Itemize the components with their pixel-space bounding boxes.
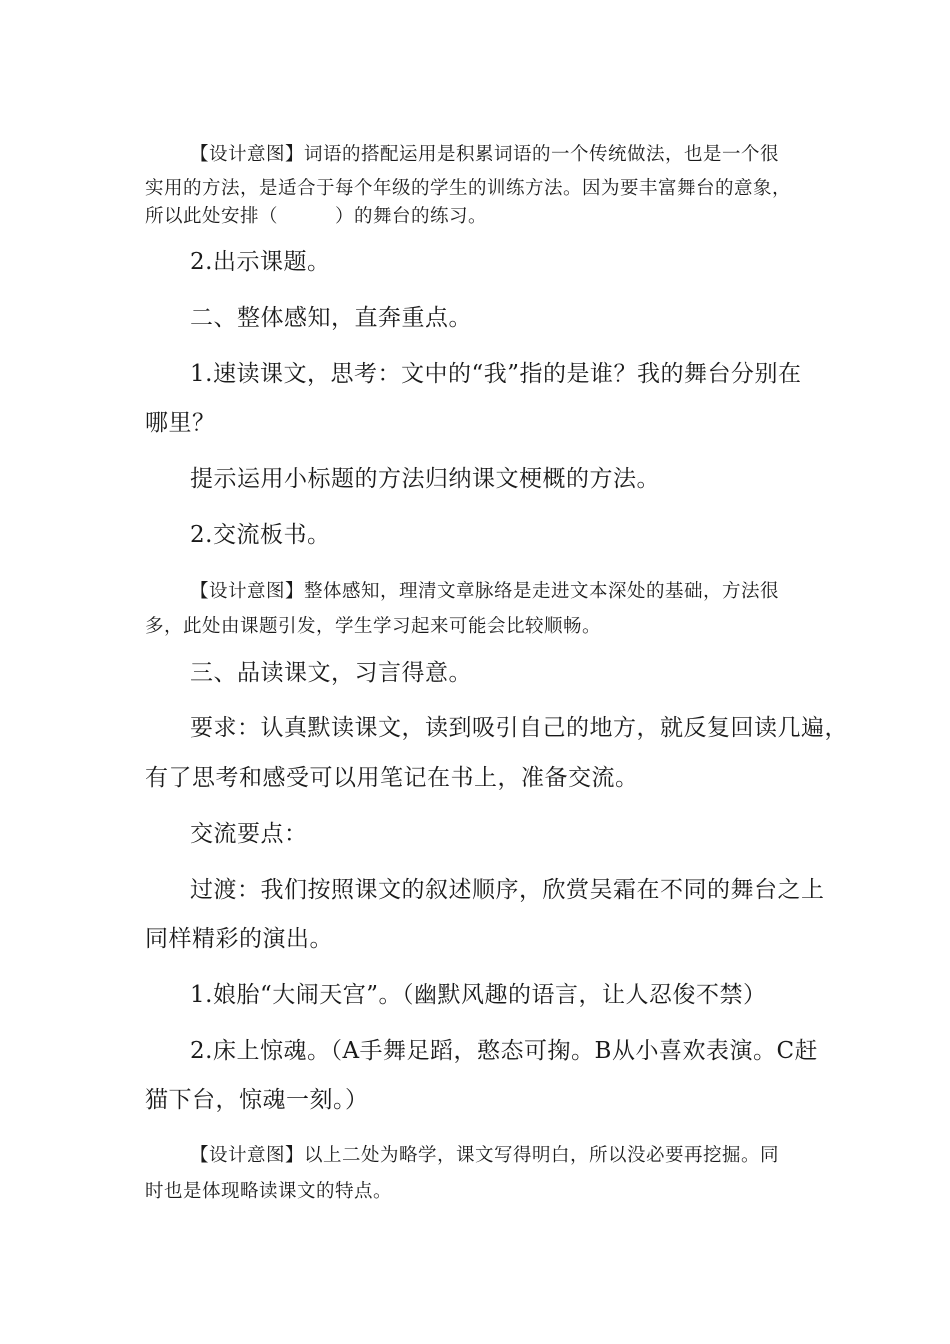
question-1-line-2: 哪里？ (145, 410, 216, 436)
paragraph-show-title: 2.出示课题。 (190, 249, 331, 275)
design-intent-note-3-line-1: 【设计意图】以上二处为略学，课文写得明白，所以没必要再挖掘。同 (190, 1145, 780, 1166)
requirement-line-2: 有了思考和感受可以用笔记在书上，准备交流。 (145, 765, 639, 791)
list-item-2-line-2: 猫下台，惊魂一刻。） (145, 1087, 369, 1113)
requirement-line-1: 要求：认真默读课文，读到吸引自己的地方，就反复回读几遍， (190, 715, 848, 741)
paragraph-exchange-points: 交流要点： (190, 821, 308, 847)
design-intent-note-1-line-2: 实用的方法，是适合于每个年级的学生的训练方法。因为要丰富舞台的意象， (145, 178, 792, 199)
transition-line-2: 同样精彩的演出。 (145, 926, 333, 952)
paragraph-board: 2.交流板书。 (190, 522, 331, 548)
design-intent-note-1-line-1: 【设计意图】词语的搭配运用是积累词语的一个传统做法，也是一个很 (190, 144, 780, 165)
paragraph-hint: 提示运用小标题的方法归纳课文梗概的方法。 (190, 466, 660, 492)
list-item-1: 1.娘胎“大闹天宫”。（幽默风趣的语言，让人忍俊不禁） (190, 982, 767, 1008)
transition-line-1: 过渡：我们按照课文的叙述顺序，欣赏吴霜在不同的舞台之上 (190, 877, 825, 903)
design-intent-note-2-line-1: 【设计意图】整体感知，理清文章脉络是走进文本深处的基础，方法很 (190, 581, 780, 602)
section-3-heading: 三、品读课文，习言得意。 (190, 660, 472, 686)
section-2-heading: 二、整体感知，直奔重点。 (190, 305, 472, 331)
question-1-line-1: 1.速读课文，思考：文中的“我”指的是谁？我的舞台分别在 (190, 361, 802, 387)
list-item-2-line-1: 2.床上惊魂。（A手舞足蹈，憨态可掬。B从小喜欢表演。C赶 (190, 1038, 819, 1064)
design-intent-note-1-line-3: 所以此处安排（ ）的舞台的练习。 (145, 206, 488, 227)
design-intent-note-3-line-2: 时也是体现略读课文的特点。 (145, 1181, 393, 1202)
design-intent-note-2-line-2: 多，此处由课题引发，学生学习起来可能会比较顺畅。 (145, 616, 602, 637)
